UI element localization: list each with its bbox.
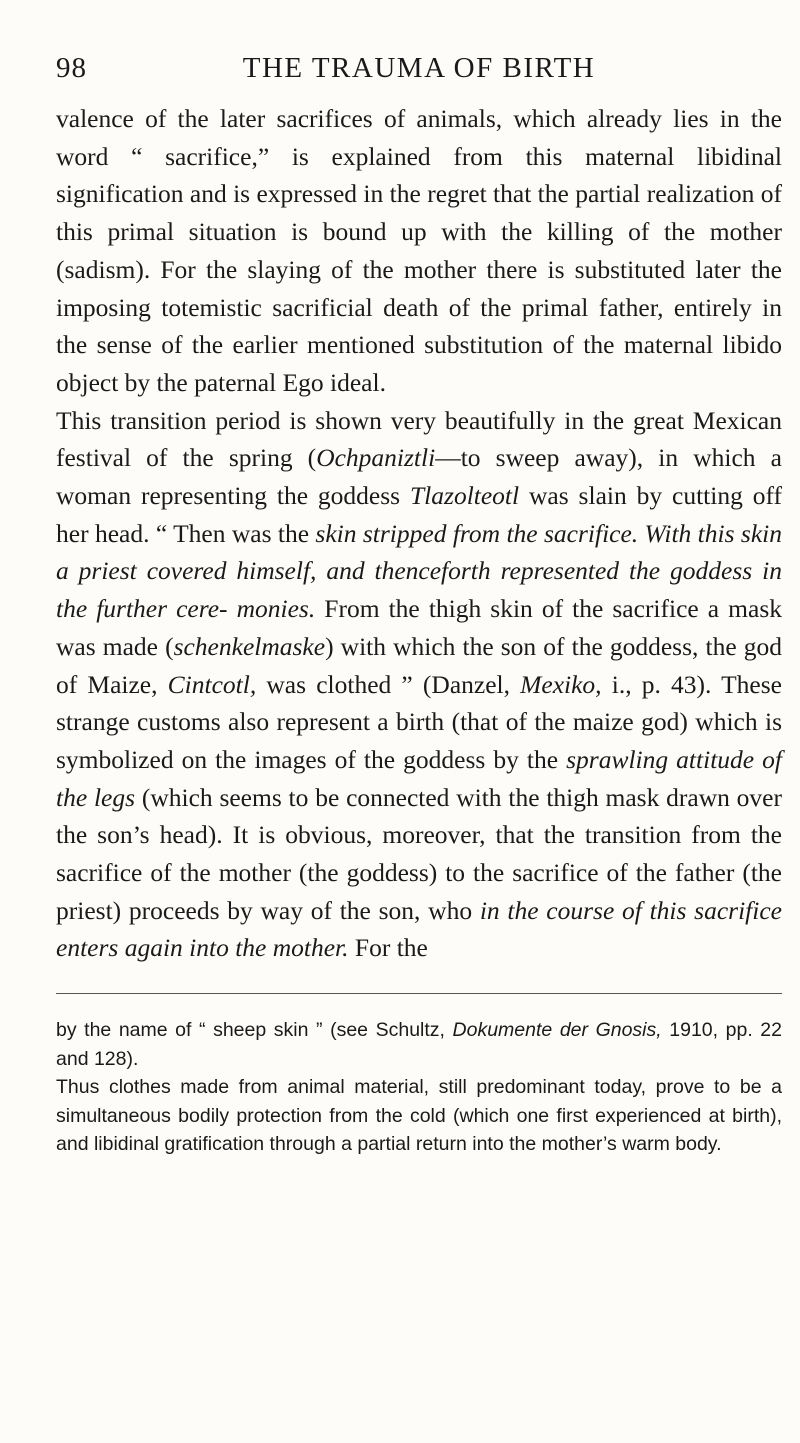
footnote-paragraph-2: Thus clothes made from animal material, still predominant today, prove to be a simultaneous bodily protection from the cold (which one first experienced at birth), and libidinal gratification through a partial return into the mother’s warm body. bbox=[56, 1076, 782, 1156]
book-page bbox=[56, 52, 782, 1159]
footnote bbox=[56, 1016, 782, 1159]
footnote-divider bbox=[56, 993, 782, 994]
italic-quote: skin stripped from the sacrifice. With this skin a priest covered himself, and thenceforth represented the goddess in the further cere- monies. bbox=[56, 518, 782, 624]
italic-term: Cintcotl, bbox=[167, 669, 257, 699]
main-text bbox=[56, 100, 782, 967]
paragraph-1: valence of the later sacrifices of animals, which already lies in the word “ sacrifice,” is explained from this maternal libidinal signification and is expressed in the regret that the partial realization of this primal situation is bound up with the killing of the mother (sadism). For the slaying of the mother there is substituted later the imposing totemistic sacrificial death of the primal father, entirely in the sense of the earlier mentioned substitution of the maternal libido object by the paternal Ego ideal. bbox=[56, 104, 782, 397]
italic-title: Mexiko, bbox=[520, 669, 602, 699]
running-title: THE TRAUMA OF BIRTH bbox=[242, 52, 596, 84]
paragraph-2: This transition period is shown very beautifully in the great Mexican festival of the spring (Ochpaniztli—to sweep away), in which a woman representing the goddess Tlazolteotl was slain by cutting off her head. “ Then was the skin stripped from the sacrifice. With this skin a priest covered himself, and thenceforth represented the goddess in the further cere- monies. From the thigh skin of the sacrifice a mask was made (schenkelmaske) with which the son of the goddess, the god of Maize, Cintcotl, was clothed ” (Danzel, Mexiko, i., p. 43). These strange customs also represent a birth (that of the maize god) which is symbolized on the images of the goddess by the sprawling attitude of the legs (which seems to be connected with the thigh mask drawn over the son’s head). It is obvious, moreover, that the transition from the sacrifice of the mother (the goddess) to the sacrifice of the father (the priest) proceeds by way of the son, who in the course of this sacrifice enters again into the mother. For the bbox=[56, 405, 782, 963]
footnote-paragraph-1: by the name of “ sheep skin ” (see Schultz, Dokumente der Gnosis, 1910, pp. 22 and 128). bbox=[56, 1019, 782, 1070]
page-number: 98 bbox=[56, 52, 87, 84]
italic-phrase: sprawling attitude of the legs bbox=[56, 744, 782, 812]
italic-title: Dokumente der Gnosis, bbox=[452, 1019, 662, 1042]
page-header bbox=[56, 52, 782, 100]
italic-term: schenkelmaske bbox=[173, 631, 326, 661]
italic-term: Ochpaniztli bbox=[316, 443, 436, 473]
italic-phrase: in the course of this sacrifice enters again into the mother. bbox=[56, 895, 782, 963]
italic-term: Tlazolteotl bbox=[410, 481, 520, 511]
